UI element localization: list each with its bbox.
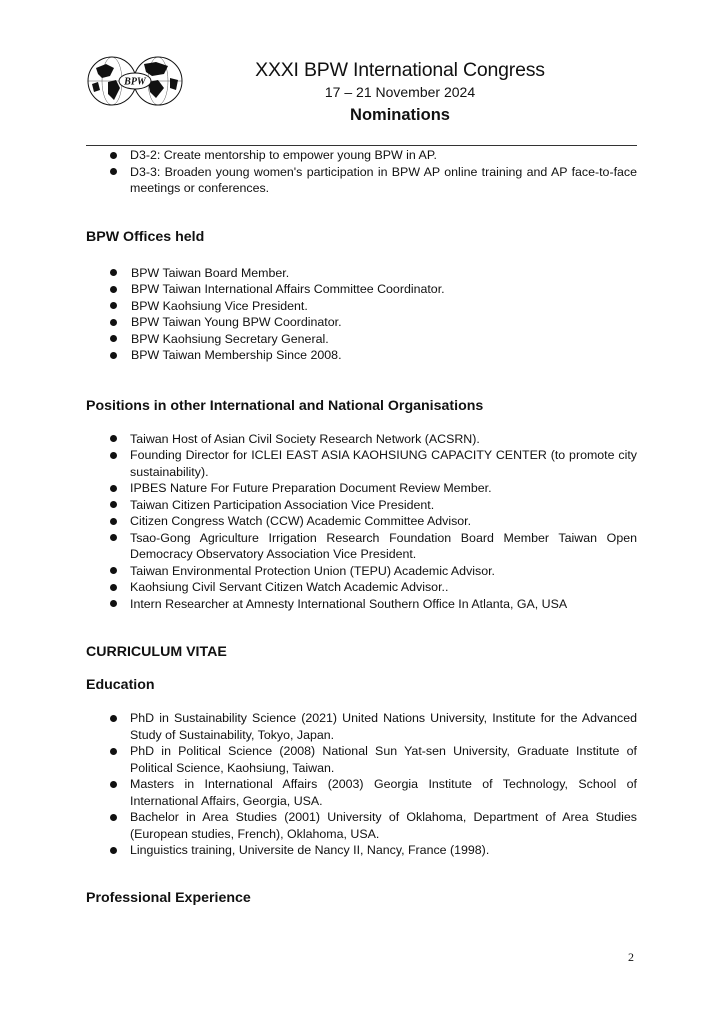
list-item: Taiwan Environmental Protection Union (TEPU) Academic Advisor.	[86, 563, 637, 580]
list-item: Citizen Congress Watch (CCW) Academic Committee Advisor.	[86, 513, 637, 530]
offices-heading: BPW Offices held	[86, 228, 205, 245]
list-item: BPW Taiwan Young BPW Coordinator.	[86, 314, 637, 331]
list-item: D3-3: Broaden young women's participation in BPW AP online training and AP face-to-face meetings or conferences.	[86, 164, 637, 197]
list-item: IPBES Nature For Future Preparation Document Review Member.	[86, 480, 637, 497]
list-item: Kaohsiung Civil Servant Citizen Watch Academic Advisor..	[86, 579, 637, 596]
list-item: Masters in International Affairs (2003) Georgia Institute of Technology, School of International Affairs, Georgia, USA.	[86, 776, 637, 809]
bpw-globe-logo	[86, 54, 184, 108]
list-item: BPW Kaohsiung Secretary General.	[86, 331, 637, 348]
positions-heading: Positions in other International and National Organisations	[86, 397, 484, 414]
offices-list	[86, 265, 637, 364]
list-item: D3-2: Create mentorship to empower young BPW in AP.	[86, 147, 637, 164]
experience-heading: Professional Experience	[86, 889, 251, 906]
intro-list	[86, 147, 637, 197]
list-item: BPW Taiwan Board Member.	[86, 265, 637, 282]
education-heading: Education	[86, 677, 155, 693]
list-item: Taiwan Host of Asian Civil Society Research Network (ACSRN).	[86, 431, 637, 448]
list-item: Tsao-Gong Agriculture Irrigation Research Foundation Board Member Taiwan Open Democracy Observatory Association Vice President.	[86, 530, 637, 563]
list-item: Bachelor in Area Studies (2001) University of Oklahoma, Department of Area Studies (European studies, French), Oklahoma, USA.	[86, 809, 637, 842]
list-item: BPW Kaohsiung Vice President.	[86, 298, 637, 315]
list-item: Taiwan Citizen Participation Association Vice President.	[86, 497, 637, 514]
nominations-heading: Nominations	[350, 106, 450, 124]
congress-title: XXXI BPW International Congress	[255, 59, 545, 81]
logo-text: BPW	[124, 76, 146, 88]
congress-dates: 17 – 21 November 2024	[324, 84, 476, 100]
list-item: Founding Director for ICLEI EAST ASIA KAOHSIUNG CAPACITY CENTER (to promote city sustainability).	[86, 447, 637, 480]
list-item: PhD in Sustainability Science (2021) United Nations University, Institute for the Advanced Study of Sustainability, Tokyo, Japan.	[86, 710, 637, 743]
list-item: BPW Taiwan International Affairs Committee Coordinator.	[86, 281, 637, 298]
page-number: 2	[628, 950, 634, 964]
education-list	[86, 710, 637, 859]
list-item: Intern Researcher at Amnesty International Southern Office In Atlanta, GA, USA	[86, 596, 637, 613]
list-item: PhD in Political Science (2008) National Sun Yat-sen University, Graduate Institute of Political Science, Kaohsiung, Taiwan.	[86, 743, 637, 776]
list-item: Linguistics training, Universite de Nancy II, Nancy, France (1998).	[86, 842, 637, 859]
positions-list	[86, 431, 637, 613]
cv-heading: CURRICULUM VITAE	[86, 644, 227, 660]
document-body	[86, 147, 637, 907]
list-item: BPW Taiwan Membership Since 2008.	[86, 347, 637, 364]
header-divider	[86, 145, 637, 146]
